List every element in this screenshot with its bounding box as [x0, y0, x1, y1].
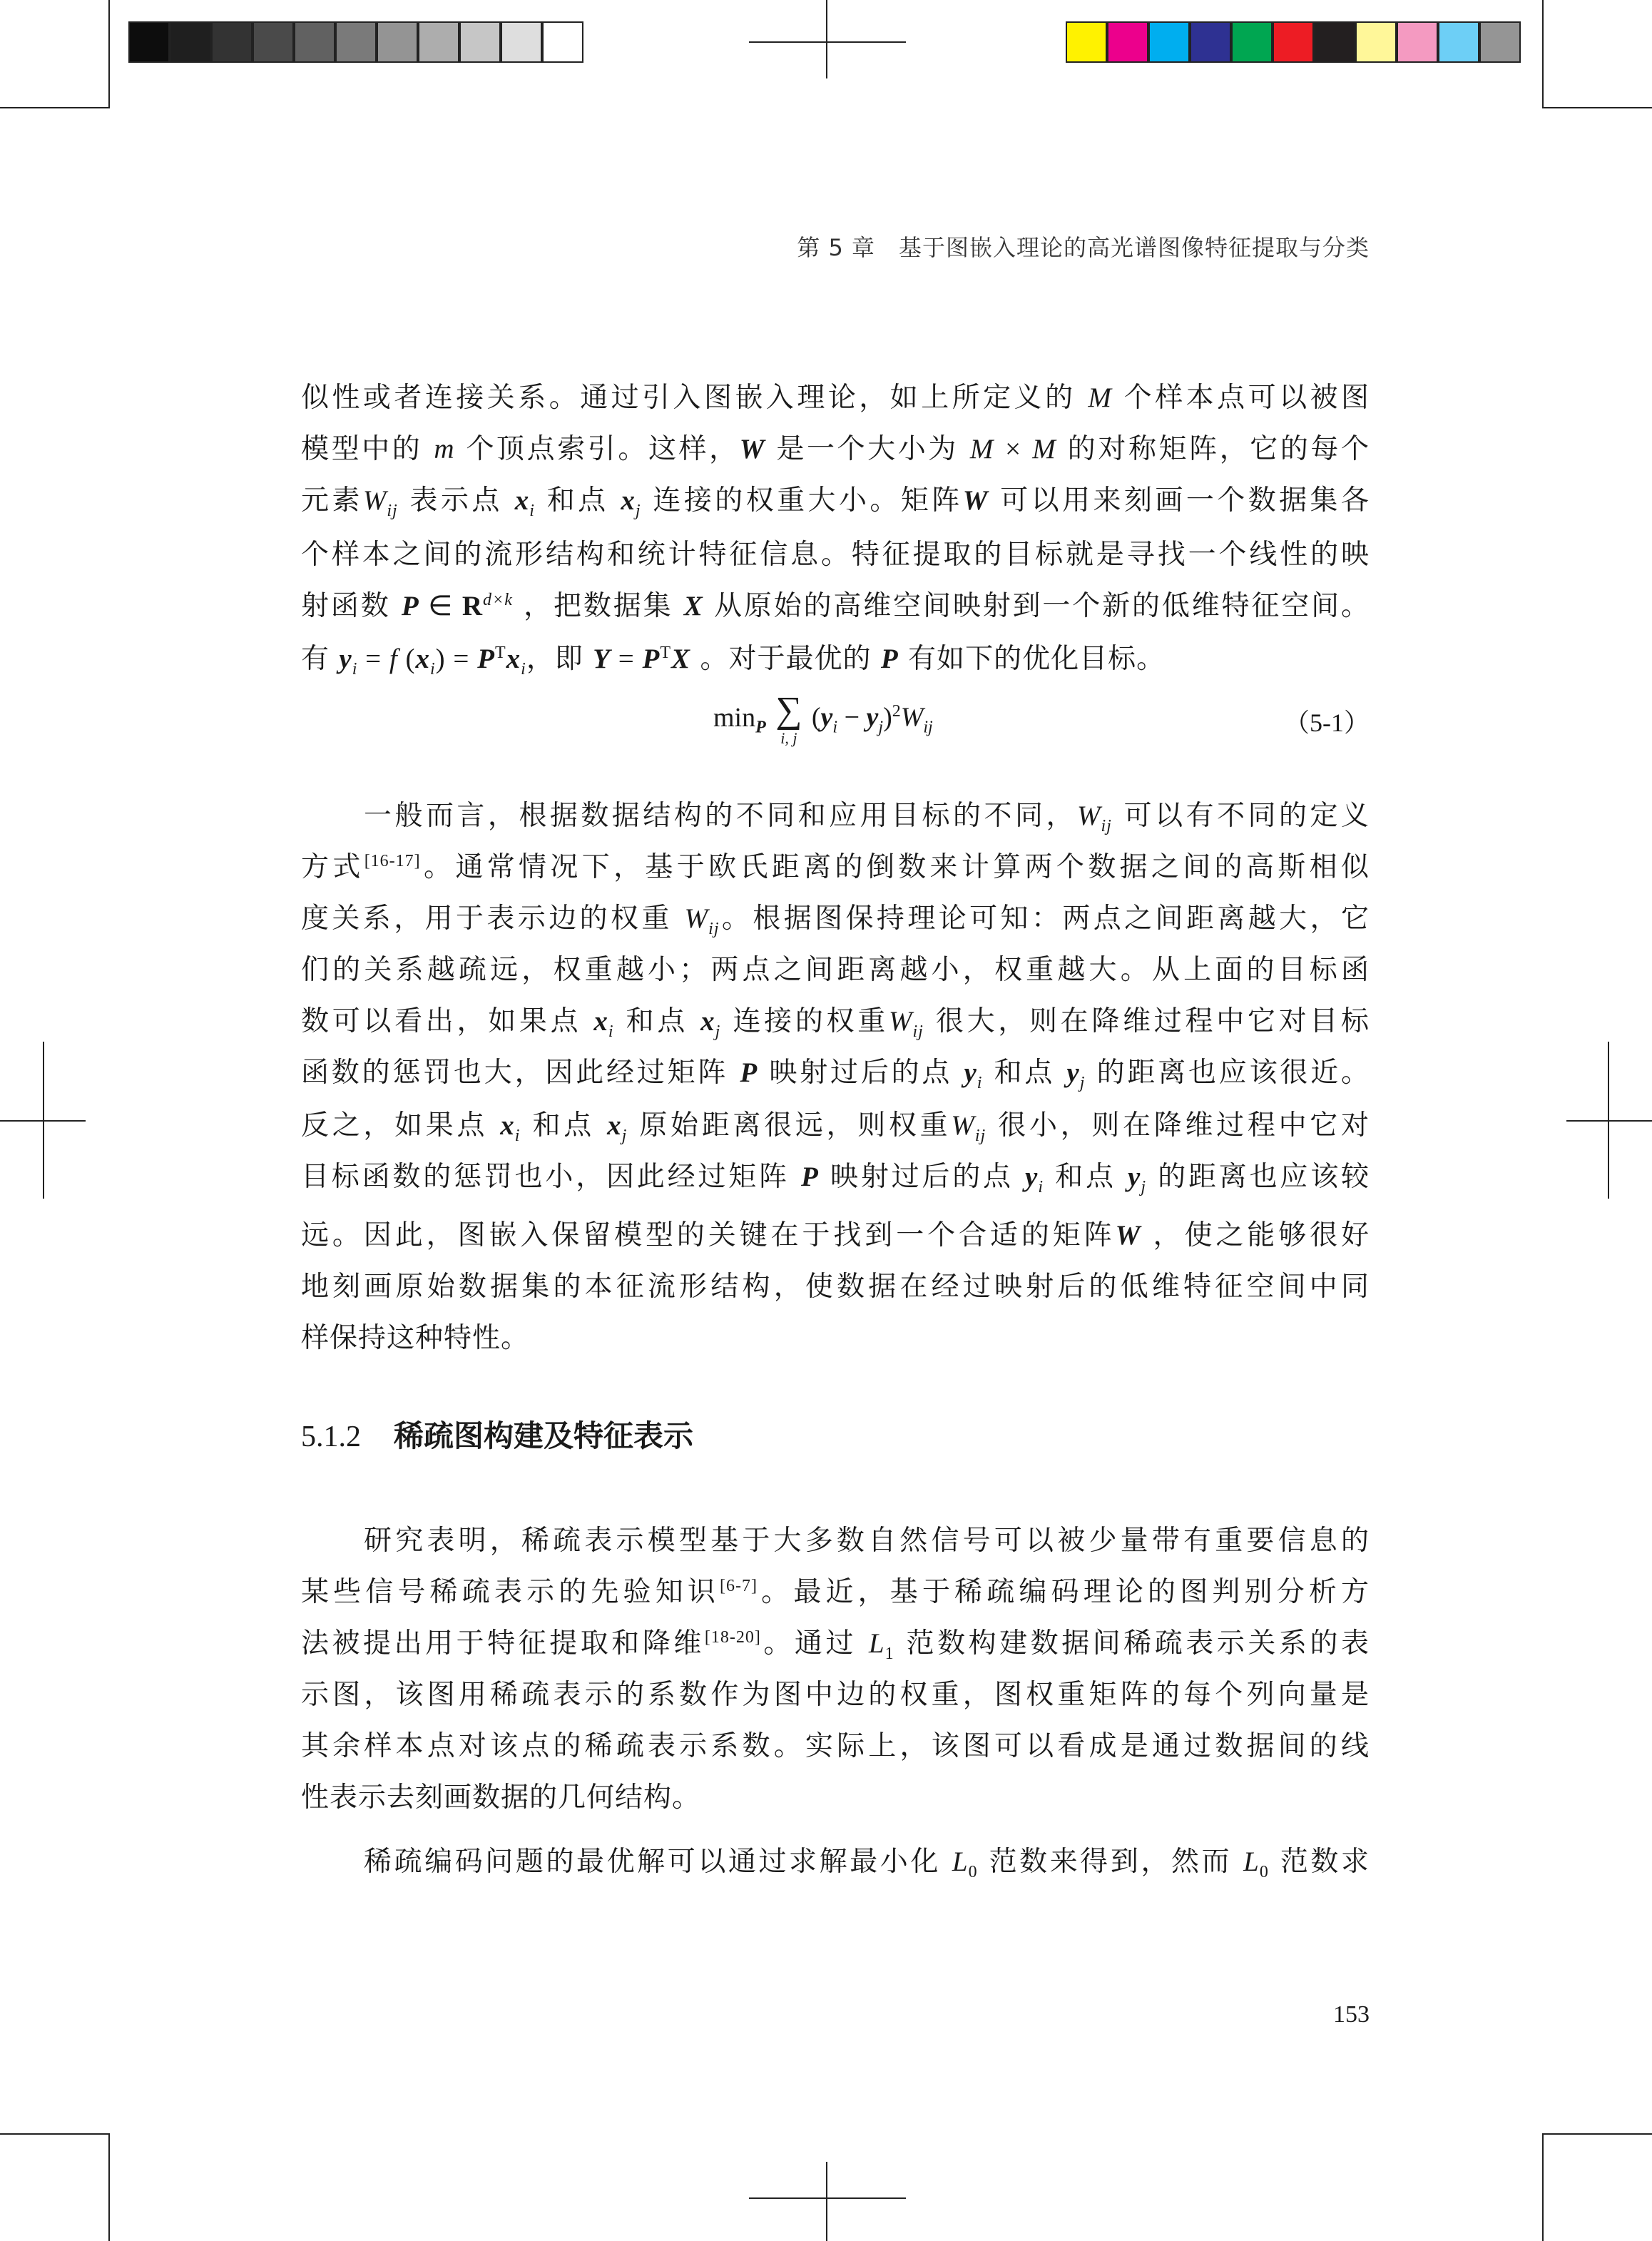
text-line: 地刻画原始数据集的本征流形结构，使数据在经过映射后的低维特征空间中同 [301, 1271, 1370, 1303]
text-line: 个样本之间的流形结构和统计特征信息。特征提取的目标就是寻找一个线性的映 [301, 539, 1370, 571]
registration-swatch [418, 21, 459, 63]
registration-swatch [1066, 21, 1107, 63]
text-line: 法被提出用于特征提取和降维[18-20]。通过 $L_1$ 范数构建数据间稀疏表示关系的表 [301, 1627, 1370, 1663]
registration-swatch [1148, 21, 1190, 63]
text-line: 目标函数的惩罚也小，因此经过矩阵 P 映射过后的点 $y_i$ 和点 $y_j$ 的距离也应该较 [301, 1161, 1370, 1196]
text-line: 有 $y_i = f$ $(x_i) = P^Tx_i$，即 $Y = P^TX$ 。对于最优的 P 有如下的优化目标。 [301, 643, 1166, 679]
registration-swatch [1397, 21, 1438, 63]
text-line: 模型中的 m 个顶点索引。这样，W 是一个大小为 M × M 的对称矩阵，它的每个 [301, 433, 1370, 465]
registration-swatch [1314, 21, 1355, 63]
text-line: 度关系，用于表示边的权重 $W_{ij}$。根据图保持理论可知：两点之间距离越大，它 [301, 903, 1370, 938]
registration-swatch [211, 21, 253, 63]
text-line: 反之，如果点 $x_i$ 和点 $x_j$ 原始距离很远，则权重$W_{ij}$ 很小，则在降维过程中它对 [301, 1109, 1370, 1145]
registration-swatch [542, 21, 583, 63]
text-line: 稀疏编码问题的最优解可以通过求解最小化 $L_0$ 范数来得到，然而 $L_0$ 范数求 [364, 1846, 1370, 1881]
registration-swatch [459, 21, 501, 63]
text-line: 元素$W_{ij}$ 表示点 $x_i$ 和点 $x_j$ 连接的权重大小。矩阵W 可以用来刻画一个数据集各 [301, 484, 1370, 520]
text-line: 们的关系越疏远，权重越小；两点之间距离越小，权重越大。从上面的目标函 [301, 954, 1370, 986]
registration-swatch [294, 21, 335, 63]
registration-swatch [1231, 21, 1273, 63]
text-line: 其余样本点对该点的稀疏表示系数。实际上，该图可以看成是通过数据间的线 [301, 1730, 1370, 1762]
registration-swatch [1190, 21, 1231, 63]
equation-5-1: $\min_P$ ∑ i, j $(y_i - y_j)^2W_{ij}$ [713, 690, 933, 747]
registration-swatch [128, 21, 170, 63]
registration-swatch [335, 21, 377, 63]
text-line: 似性或者连接关系。通过引入图嵌入理论，如上所定义的 M 个样本点可以被图 [301, 382, 1370, 414]
section-heading [301, 1413, 693, 1455]
text-line: 射函数 P ∈ $R^{d\times k}$ ，把数据集 X 从原始的高维空间映射到一个新的低维特征空间。 [301, 590, 1370, 622]
text-line: 函数的惩罚也大，因此经过矩阵 P 映射过后的点 $y_i$ 和点 $y_j$ 的距离也应该很近。 [301, 1057, 1370, 1092]
registration-swatch [1355, 21, 1397, 63]
registration-swatch [170, 21, 211, 63]
equation-number: （5-1） [1284, 708, 1370, 737]
text-line: 远。因此，图嵌入保留模型的关键在于找到一个合适的矩阵W ，使之能够很好 [301, 1219, 1370, 1251]
text-line: 研究表明，稀疏表示模型基于大多数自然信号可以被少量带有重要信息的 [364, 1525, 1370, 1557]
registration-swatch [1438, 21, 1479, 63]
section-title: 稀疏图构建及特征表示 [394, 1418, 694, 1453]
text-line: 某些信号稀疏表示的先验知识[6-7]。最近，基于稀疏编码理论的图判别分析方 [301, 1576, 1370, 1608]
section-number: 5.1.2 [301, 1421, 361, 1453]
running-head: 第 5 章 基于图嵌入理论的高光谱图像特征提取与分类 [797, 234, 1370, 261]
registration-swatch [1107, 21, 1148, 63]
registration-swatch [253, 21, 294, 63]
registration-swatch [1479, 21, 1521, 63]
text-line: 示图，该图用稀疏表示的系数作为图中边的权重，图权重矩阵的每个列向量是 [301, 1679, 1370, 1711]
text-line: 样保持这种特性。 [301, 1322, 530, 1354]
page-number: 153 [1333, 2001, 1370, 2028]
text-line: 数可以看出，如果点 $x_i$ 和点 $x_j$ 连接的权重$W_{ij}$ 很大，则在降维过程中它对目标 [301, 1005, 1370, 1041]
text-line: 性表示去刻画数据的几何结构。 [301, 1782, 701, 1814]
text-line: 方式[16-17]。通常情况下，基于欧氏距离的倒数来计算两个数据之间的高斯相似 [301, 851, 1370, 883]
registration-swatch [1273, 21, 1314, 63]
registration-swatch [377, 21, 418, 63]
registration-swatch [501, 21, 542, 63]
text-line: 一般而言，根据数据结构的不同和应用目标的不同，$W_{ij}$ 可以有不同的定义 [364, 800, 1370, 835]
